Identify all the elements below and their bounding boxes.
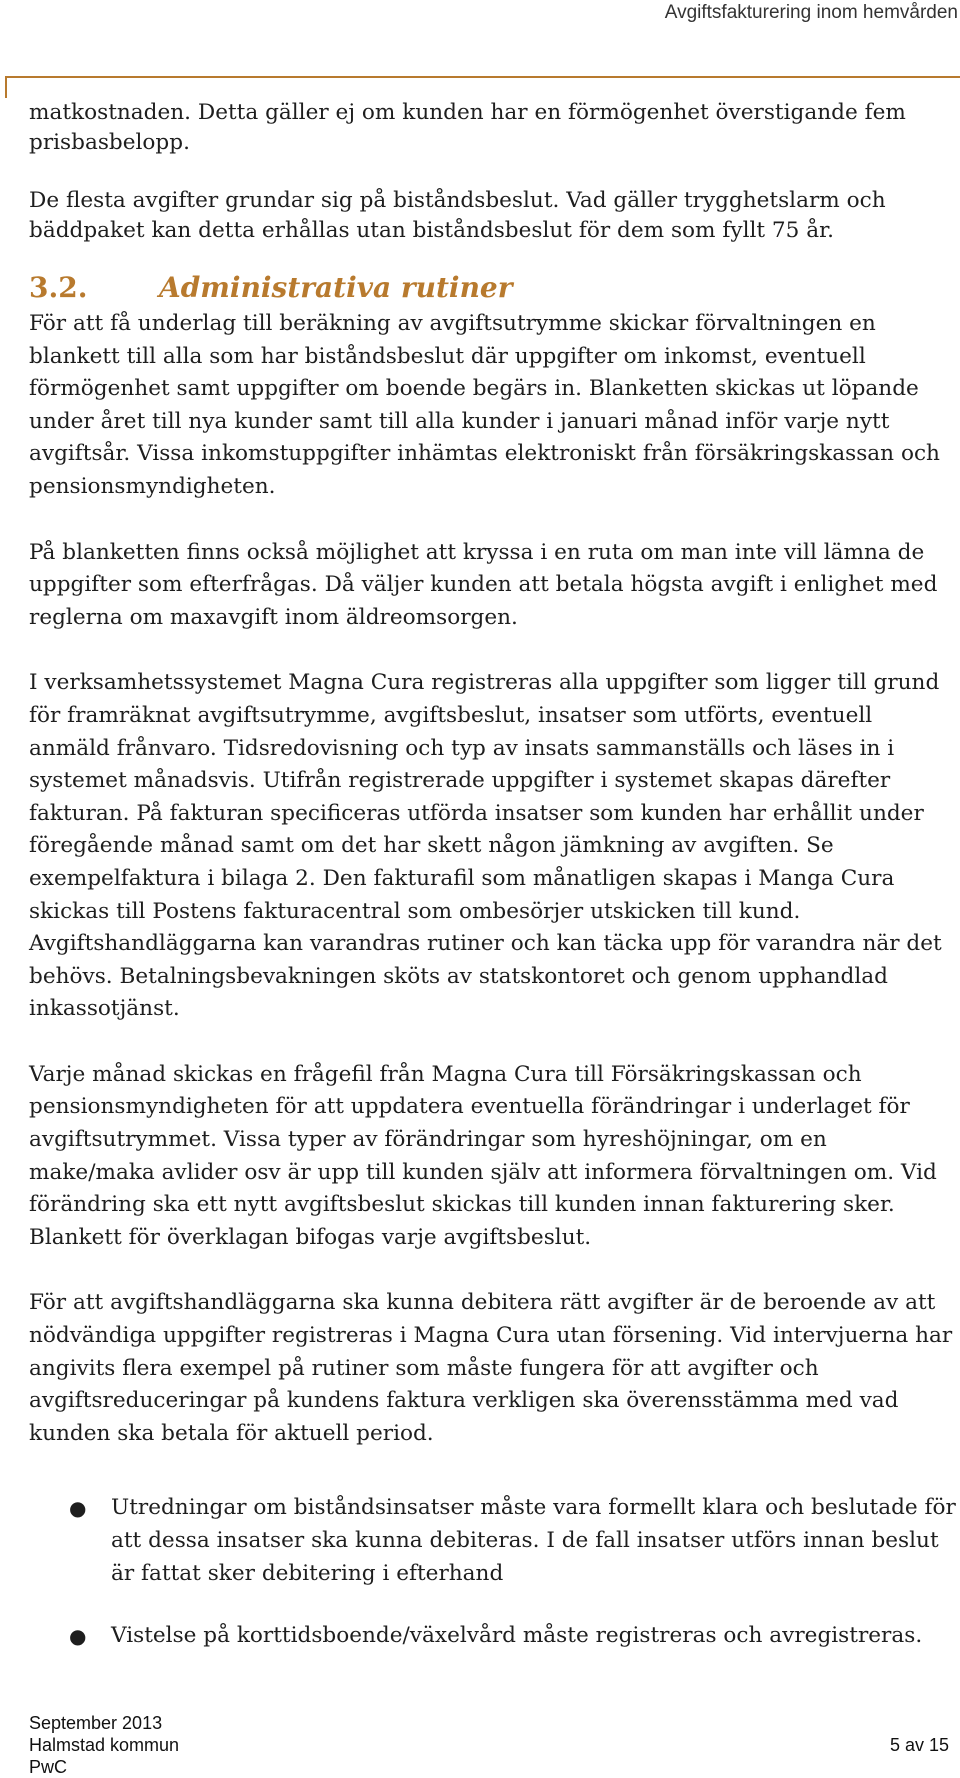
footer-firm: PwC (29, 1757, 68, 1777)
header-rule-corner (5, 76, 7, 98)
page-number: 5 av 15 (889, 1735, 949, 1755)
paragraph-4: Varje månad skickas en frågefil från Magna Cura till Försäkringskassan och pensionsmyndigheten för att uppdatera eventuella förändringar i underlaget för avgiftsutrymmet. Vissa typer av förändringar som hyreshöjningar, om en make/maka avlider osv är upp till kunden själv att informera förvaltningen om. Vid förändring ska ett nytt avgiftsbeslut skickas till kunden innan fakturering sker. Blankett för överklagan bifogas varje avgiftsbeslut. (29, 1061, 937, 1250)
list-item: ● Vistelse på korttidsboende/växelvård måste registreras och avregistreras. (29, 1620, 959, 1653)
bullet-icon: ● (69, 1496, 87, 1521)
running-header: Avgiftsfakturering inom hemvården (664, 2, 958, 23)
paragraph-5: För att avgiftshandläggarna ska kunna debitera rätt avgifter är de beroende av att nödvändiga uppgifter registreras i Magna Cura utan försening. Vid intervjuerna har angivits flera exempel på rutiner som måste fungera för att avgifter och avgiftsreduceringar på kundens faktura verkligen ska överensstämma med vad kunden ska betala för aktuell period. (29, 1290, 953, 1446)
paragraph-3: I verksamhetssystemet Magna Cura registreras alla uppgifter som ligger till grund för framräknat avgiftsutrymme, avgiftsbeslut, insatser som utförts, eventuell anmäld frånvaro. Tidsredovisning och typ av insats sammanställs och läses in i systemet månadsvis. Utifrån registrerade uppgifter i systemet skapas därefter fakturan. På fakturan specificeras utförda insatser som kunden har erhållit under föregående månad samt om det har skett någon jämkning av avgiften. Se exempelfaktura i bilaga 2. Den fakturafil som månatligen skapas i Manga Cura skickas till Postens fakturacentral som ombesörjer utskicken till kund. Avgiftshandläggarna kan varandras rutiner och kan täcka upp för varandra när det behövs. Betalningsbevakningen sköts av statskontoret och genom upphandlad inkassotjänst. (29, 670, 942, 1022)
intro-paragraph-2: De flesta avgifter grundar sig på biståndsbeslut. Vad gäller trygghetslarm och bäddpaket kan detta erhållas utan biståndsbeslut för dem som fyllt 75 år. (29, 188, 886, 243)
footer-date: September 2013 (29, 1713, 163, 1733)
section-title: Administrativa rutiner (159, 271, 513, 304)
footer-organization: Halmstad kommun (29, 1735, 180, 1755)
paragraph-2: På blanketten finns också möjlighet att kryssa i en ruta om man inte vill lämna de uppgifter som efterfrågas. Då väljer kunden att betala högsta avgift i enlighet med reglerna om maxavgift inom äldreomsorgen. (29, 539, 938, 630)
intro-paragraph-1: matkostnaden. Detta gäller ej om kunden har en förmögenhet överstigande fem prisbasbelopp. (29, 100, 906, 155)
page-content (29, 98, 959, 1653)
paragraph-1: För att få underlag till beräkning av avgiftsutrymme skickar förvaltningen en blankett till alla som har biståndsbeslut där uppgifter om inkomst, eventuell förmögenhet samt uppgifter om boende begärs in. Blanketten skickas ut löpande under året till nya kunder samt till alla kunder i januari månad inför varje nytt avgiftsår. Vissa inkomstuppgifter inhämtas elektroniskt från försäkringskassan och pensionsmyndigheten. (29, 311, 940, 499)
bullet-icon: ● (69, 1624, 87, 1649)
section-heading (29, 268, 959, 308)
page-footer (29, 1712, 949, 1778)
bullet-list (29, 1492, 959, 1652)
list-item: ● Utredningar om biståndsinsatser måste vara formellt klara och beslutade för att dessa insatser ska kunna debiteras. I de fall insatser utförs innan beslut är fattat sker debitering i efterhand (29, 1492, 959, 1590)
section-number: 3.2. (29, 271, 88, 304)
header-rule (5, 76, 960, 78)
